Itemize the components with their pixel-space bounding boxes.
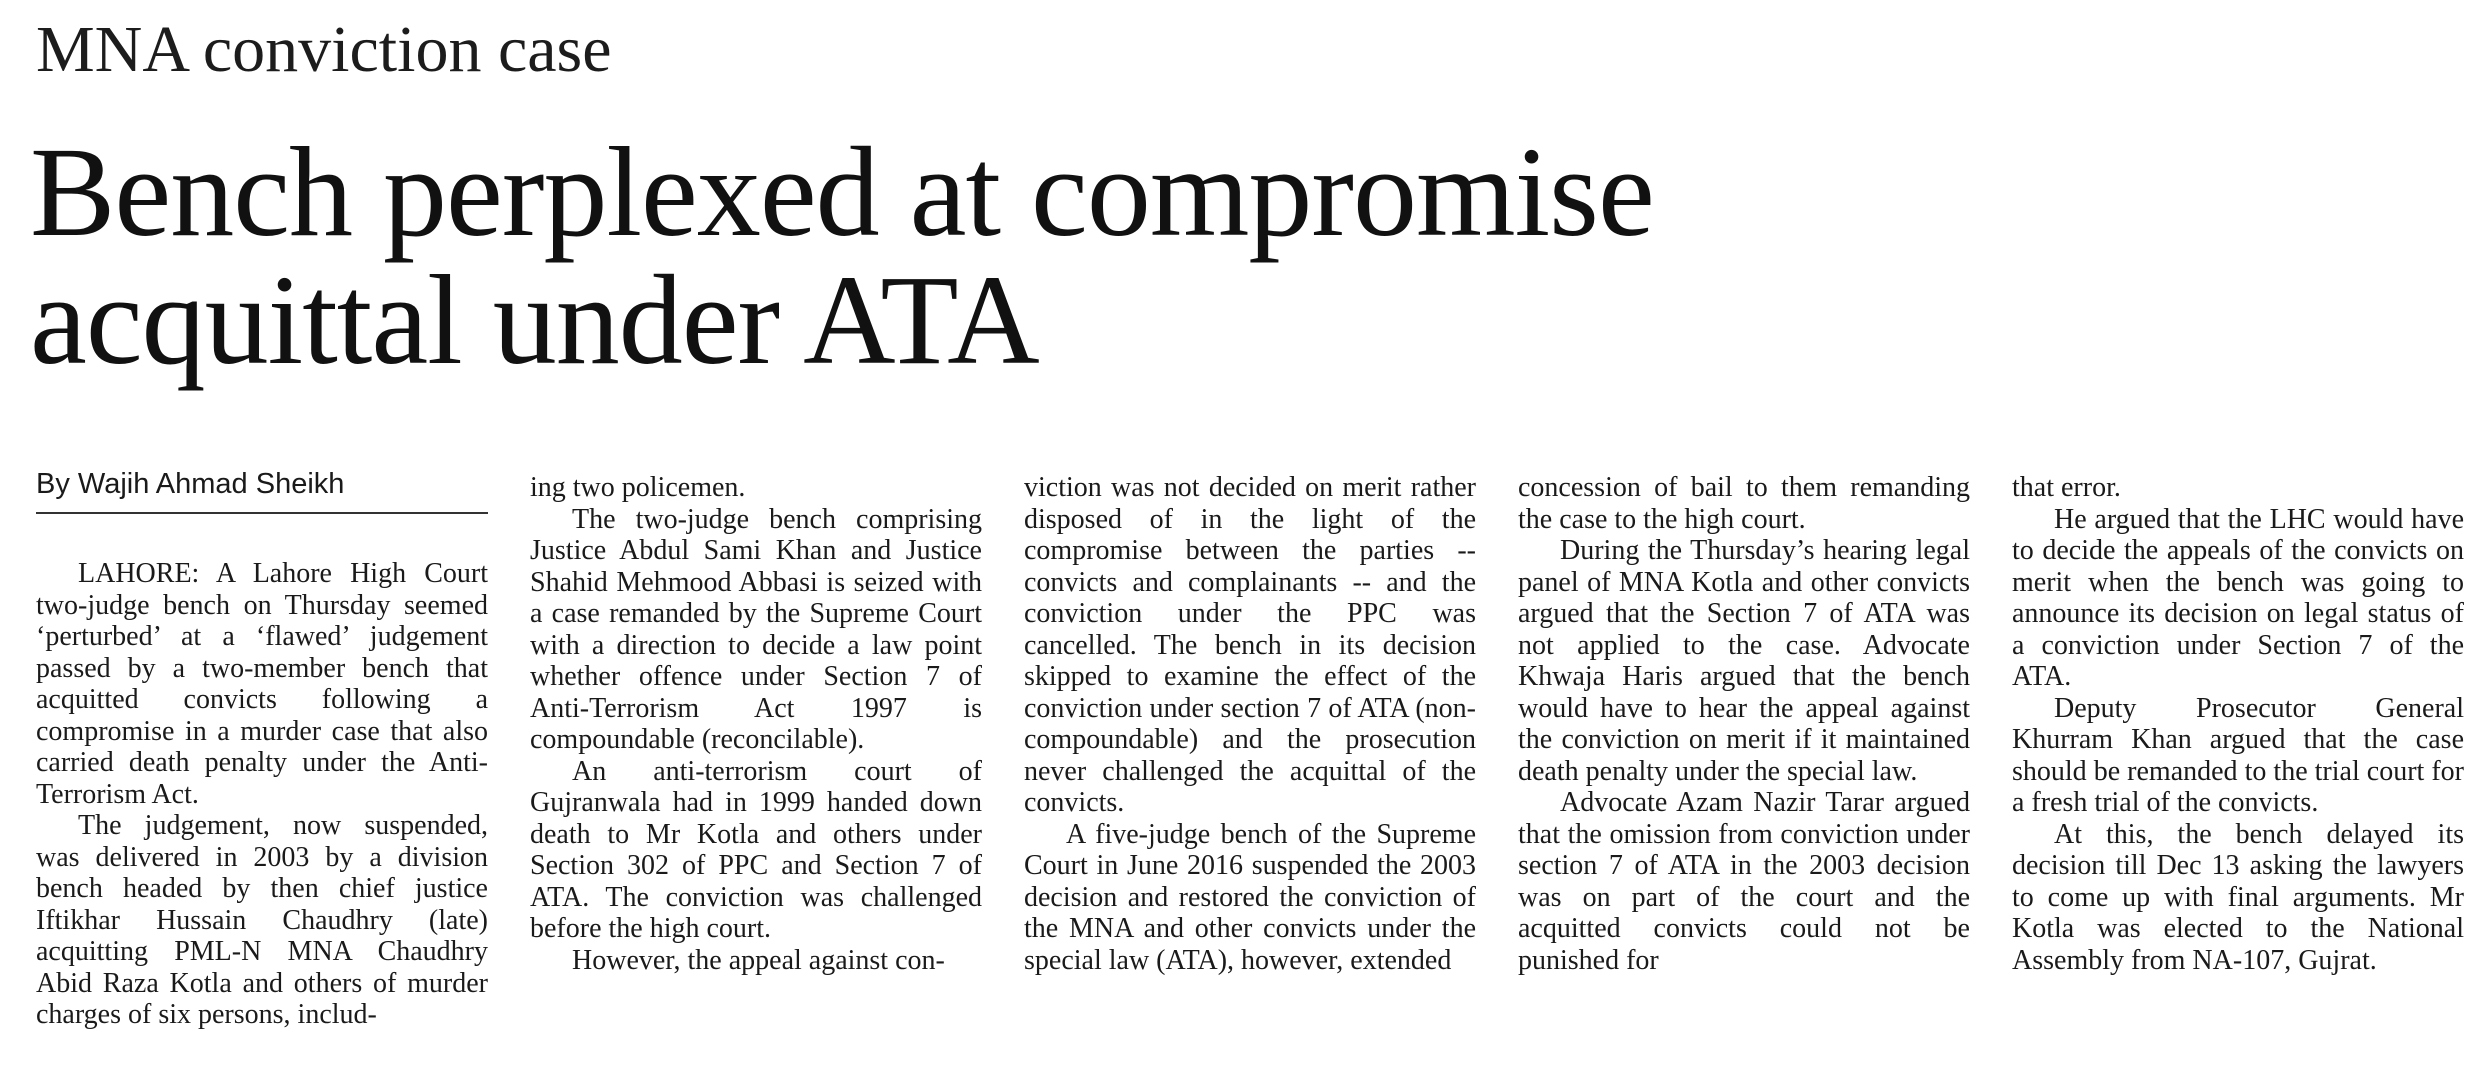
article-column-1 (36, 558, 488, 1031)
article-column-3 (1024, 472, 1476, 976)
headline-line-2: acquittal under ATA (30, 249, 1039, 391)
paragraph: An anti-terrorism court of Gujranwala had in 1999 handed down death to Mr Kotla and others under Section 302 of PPC and Section 7 of ATA. The conviction was challenged before the high court. (530, 755, 982, 944)
paragraph: The judgement, now suspended, was delivered in 2003 by a division bench headed by then chief justice Iftikhar Hussain Chaudhry (late) acquitting PML-N MNA Chaudhry Abid Raza Kotla and others of murder charges of six persons, includ- (36, 810, 488, 1030)
paragraph: However, the appeal against con- (572, 944, 945, 976)
article-column-5 (2012, 472, 2464, 976)
paragraph: viction was not decided on merit rather disposed of in the light of the compromise between the parties -- convicts and complainants -- and the conviction under the PPC was cancelled. The bench in its decision skipped to examine the effect of the conviction under section 7 of ATA (non-compoundable) and the prosecution never challenged the acquittal of the convicts. (1024, 472, 1476, 818)
headline (30, 121, 2430, 391)
paragraph: A five-judge bench of the Supreme Court in June 2016 suspended the 2003 decision and restored the conviction of the MNA and other convicts under the special law (ATA), however, extended (1024, 818, 1476, 976)
paragraph: Advocate Azam Nazir Tarar argued that the omission from conviction under section 7 of ATA in the 2003 decision was on part of the court and the acquitted convicts could not be punished for (1518, 787, 1970, 976)
headline-line-1: Bench perplexed at compromise (30, 121, 1654, 263)
article-column-2 (530, 472, 982, 976)
paragraph: Deputy Prosecutor General Khurram Khan argued that the case should be remanded to the trial court for a fresh trial of the convicts. (2012, 692, 2464, 818)
paragraph: The two-judge bench comprising Justice Abdul Sami Khan and Justice Shahid Mehmood Abbasi is seized with a case remanded by the Supreme Court with a direction to decide a law point whether offence under Section 7 of Anti-Terrorism Act 1997 is compoundable (reconcilable). (530, 503, 982, 755)
paragraph: ing two policemen. (530, 472, 746, 503)
byline: By Wajih Ahmad Sheikh (36, 466, 488, 514)
paragraph: During the Thursday’s hearing legal panel of MNA Kotla and other convicts argued that the Section 7 of ATA was not applied to the case. Advocate Khwaja Haris argued that the bench would have to hear the appeal against the conviction on merit if it maintained death penalty under the special law. (1518, 535, 1970, 787)
paragraph: that error. (2012, 472, 2121, 503)
paragraph: concession of bail to them remanding the case to the high court. (1518, 472, 1970, 535)
paragraph: He argued that the LHC would have to decide the appeals of the convicts on merit when the bench was going to announce its decision on legal status of a conviction under Section 7 of the ATA. (2012, 503, 2464, 692)
paragraph: At this, the bench delayed its decision till Dec 13 asking the lawyers to come up with final arguments. Mr Kotla was elected to the National Assembly from NA-107, Gujrat. (2012, 818, 2464, 976)
kicker: MNA conviction case (36, 13, 612, 86)
article-column-4 (1518, 472, 1970, 976)
paragraph: LAHORE: A Lahore High Court two-judge bench on Thursday seemed ‘perturbed’ at a ‘flawed’ judgement passed by a two-member bench that acquitted convicts following a compromise in a murder case that also carried death penalty under the Anti-Terrorism Act. (36, 558, 488, 810)
